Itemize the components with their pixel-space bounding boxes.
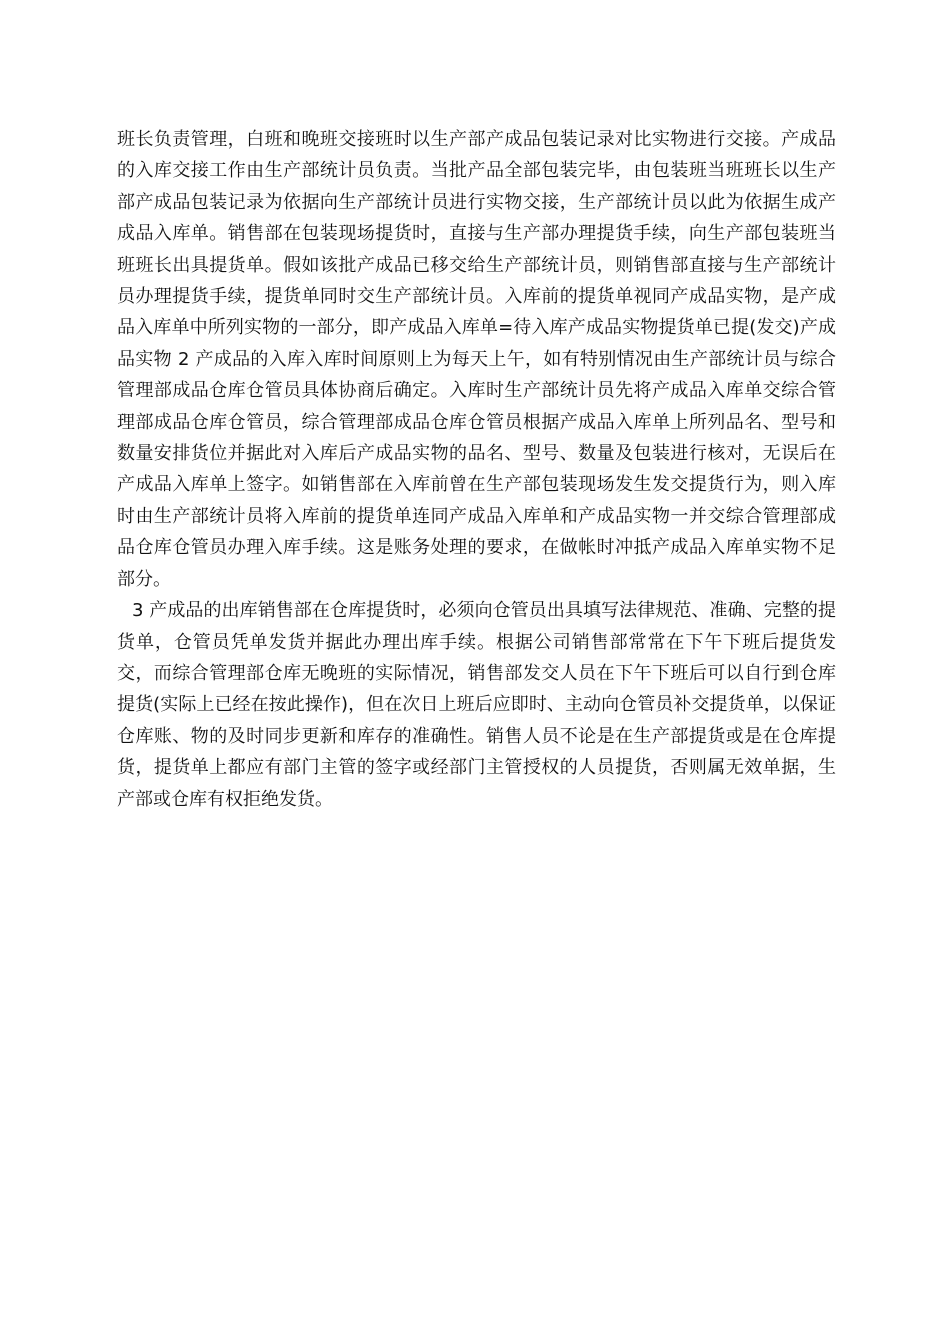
document-body xyxy=(117,124,836,815)
paragraph-product-outbound: 3 产成品的出库销售部在仓库提货时，必须向仓管员出具填写法律规范、准确、完整的提货单，仓管员凭单发货并据此办理出库手续。根据公司销售部常常在下午下班后提货发交，而综合管理部仓库无晚班的实际情况，销售部发交人员在下午下班后可以自行到仓库提货(实际上已经在按此操作)，但在次日上班后应即时、主动向仓管员补交提货单，以保证仓库账、物的及时同步更新和库存的准确性。销售人员不论是在生产部提货或是在仓库提货，提货单上都应有部门主管的签字或经部门主管授权的人员提货，否则属无效单据，生产部或仓库有权拒绝发货。 xyxy=(117,600,836,810)
paragraph-product-inbound: 班长负责管理，白班和晚班交接班时以生产部产成品包装记录对比实物进行交接。产成品的入库交接工作由生产部统计员负责。当批产品全部包装完毕，由包装班当班班长以生产部产成品包装记录为依据向生产部统计员进行实物交接，生产部统计员以此为依据生成产成品入库单。销售部在包装现场提货时，直接与生产部办理提货手续，向生产部包装班当班班长出具提货单。假如该批产成品已移交给生产部统计员，则销售部直接与生产部统计员办理提货手续，提货单同时交生产部统计员。入库前的提货单视同产成品实物，是产成品入库单中所列实物的一部分，即产成品入库单=待入库产成品实物提货单已提(发交)产成品实物 2 产成品的入库入库时间原则上为每天上午，如有特别情况由生产部统计员与综合管理部成品仓库仓管员具体协商后确定。入库时生产部统计员先将产成品入库单交综合管理部成品仓库仓管员，综合管理部成品仓库仓管员根据产成品入库单上所列品名、型号和数量安排货位并据此对入库后产成品实物的品名、型号、数量及包装进行核对，无误后在产成品入库单上签字。如销售部在入库前曾在生产部包装现场发生发交提货行为，则入库时由生产部统计员将入库前的提货单连同产成品入库单和产成品实物一并交综合管理部成品仓库仓管员办理入库手续。这是账务处理的要求，在做帐时冲抵产成品入库单实物不足部分。 xyxy=(117,129,836,590)
